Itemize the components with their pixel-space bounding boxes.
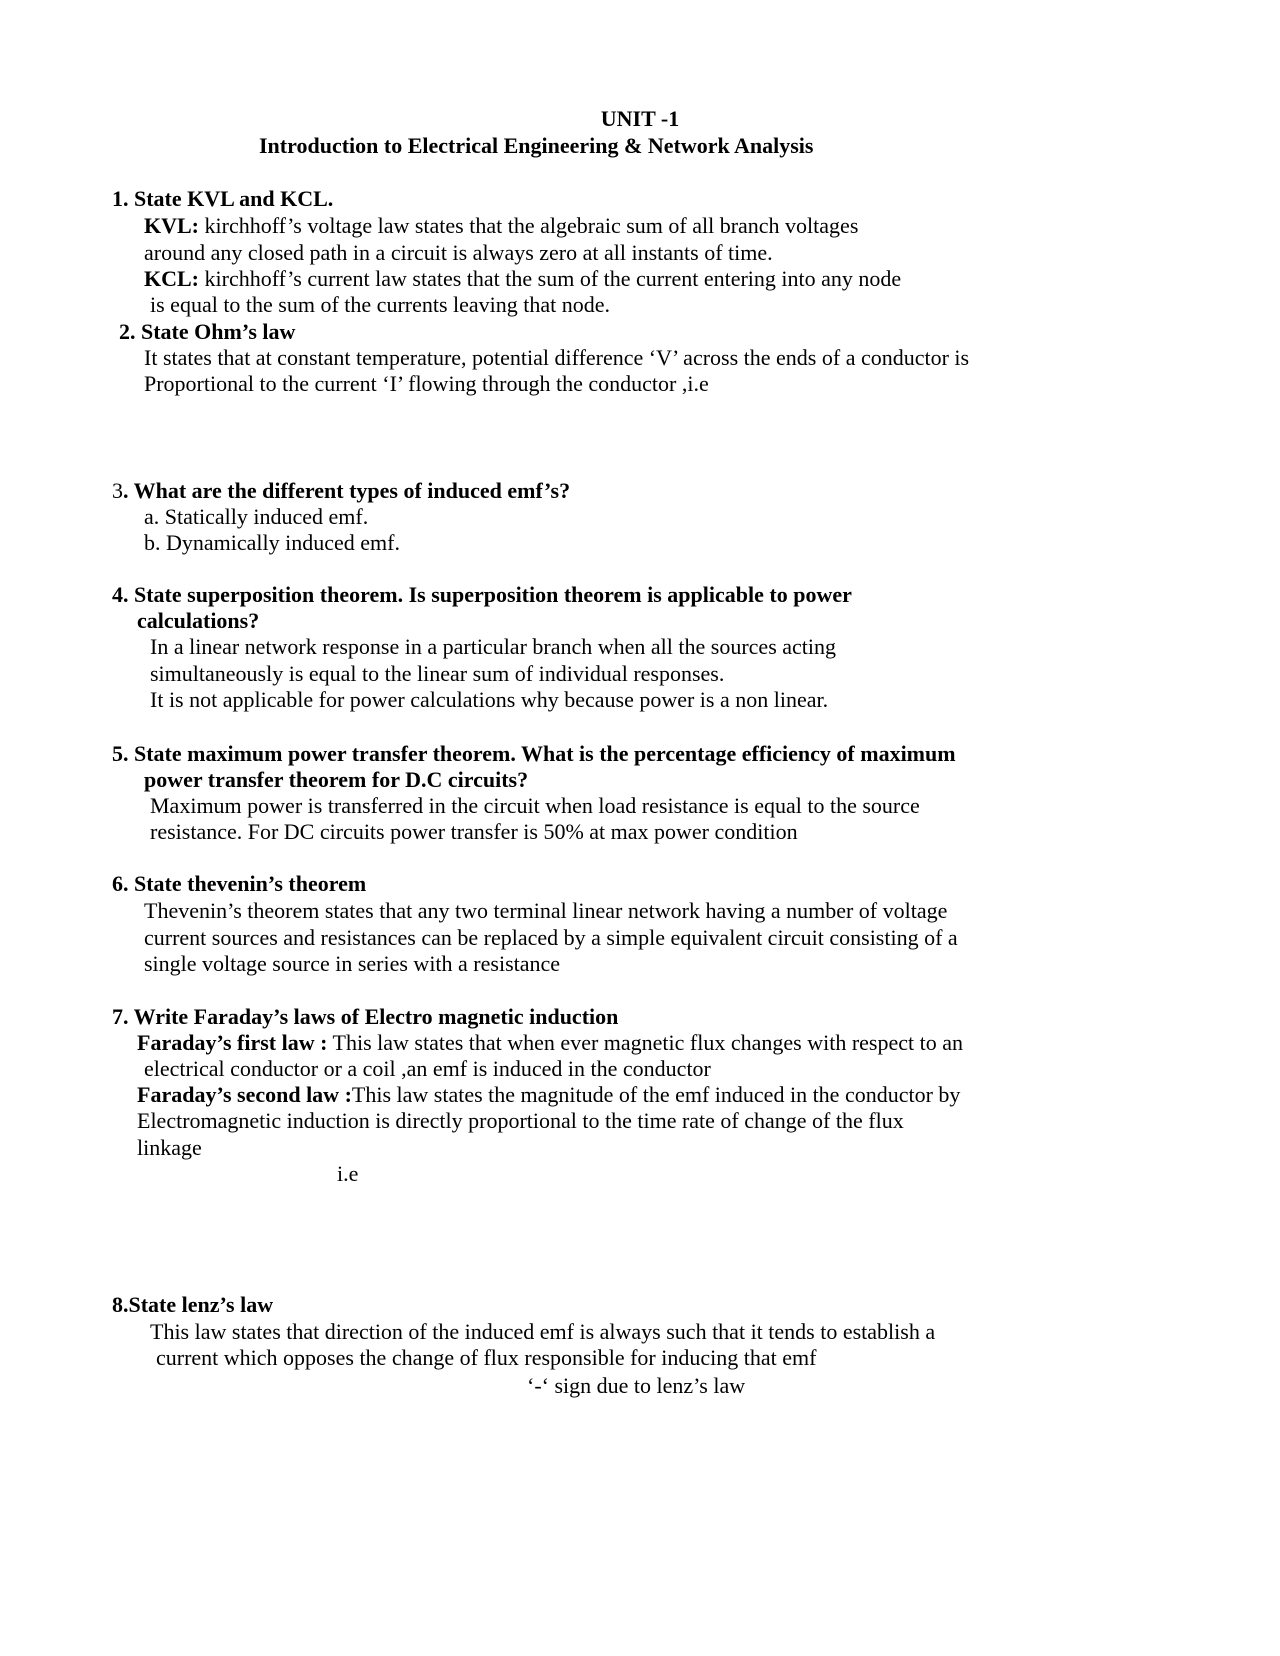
q4-line1: In a linear network response in a particular branch when all the sources acting (150, 634, 837, 659)
q7-ie: i.e (337, 1161, 359, 1186)
q4-heading-line1: 4. State superposition theorem. Is superposition theorem is applicable to power (112, 582, 852, 607)
q1-heading: 1. State KVL and KCL. (112, 186, 334, 211)
q1-kvl-line2: around any closed path in a circuit is always zero at all instants of time. (144, 240, 773, 265)
document-title: Introduction to Electrical Engineering & Network Analysis (259, 133, 814, 158)
q7-second-line2: Electromagnetic induction is directly proportional to the time rate of change of the flux (137, 1108, 904, 1133)
q5-line1: Maximum power is transferred in the circuit when load resistance is equal to the source (150, 793, 920, 818)
q6-line1: Thevenin’s theorem states that any two terminal linear network having a number of voltage (144, 898, 948, 923)
q2-line1: It states that at constant temperature, potential difference ‘V’ across the ends of a conductor is (144, 345, 970, 370)
q4-line2: simultaneously is equal to the linear sum of individual responses. (150, 661, 725, 686)
q8-heading: 8.State lenz’s law (112, 1292, 274, 1317)
kcl-label: KCL: (144, 266, 199, 291)
unit-heading: UNIT -1 (600, 106, 680, 131)
q3-heading (112, 478, 570, 504)
q7-heading: 7. Write Faraday’s laws of Electro magnetic induction (112, 1004, 619, 1029)
q2-line2: Proportional to the current ‘I’ flowing through the conductor ,i.e (144, 371, 709, 396)
q3-heading-text: . What are the different types of induced emf’s? (123, 478, 571, 503)
q5-line2: resistance. For DC circuits power transfer is 50% at max power condition (150, 819, 798, 844)
q5-heading-line1: 5. State maximum power transfer theorem. What is the percentage efficiency of maximum (112, 741, 956, 766)
q8-line1: This law states that direction of the induced emf is always such that it tends to establish a (150, 1319, 936, 1344)
q7-first-line1 (137, 1030, 963, 1056)
q7-first-line2: electrical conductor or a coil ,an emf is induced in the conductor (144, 1056, 711, 1081)
q8-sign-note: ‘-‘ sign due to lenz’s law (527, 1373, 746, 1398)
q1-kcl-line2: is equal to the sum of the currents leaving that node. (150, 292, 611, 317)
faraday-first-text: This law states that when ever magnetic flux changes with respect to an (327, 1030, 963, 1055)
kvl-text: kirchhoff’s voltage law states that the algebraic sum of all branch voltages (199, 213, 859, 238)
q1-kvl-line1 (144, 213, 858, 239)
q8-line2: current which opposes the change of flux responsible for inducing that emf (156, 1345, 817, 1370)
q5-heading-line2: power transfer theorem for D.C circuits? (144, 767, 529, 792)
q6-line2: current sources and resistances can be replaced by a simple equivalent circuit consisting of a (144, 925, 958, 950)
q2-heading: 2. State Ohm’s law (119, 319, 296, 344)
q4-line3: It is not applicable for power calculations why because power is a non linear. (150, 687, 829, 712)
q3-number: 3 (112, 478, 123, 503)
q4-heading-line2: calculations? (137, 608, 260, 633)
faraday-first-label: Faraday’s first law : (137, 1030, 328, 1055)
q7-second-line3: linkage (137, 1135, 202, 1160)
q6-line3: single voltage source in series with a resistance (144, 951, 561, 976)
q3-item-b: b. Dynamically induced emf. (144, 530, 400, 555)
kvl-label: KVL: (144, 213, 199, 238)
kcl-text: kirchhoff’s current law states that the sum of the current entering into any node (199, 266, 902, 291)
faraday-second-text: This law states the magnitude of the emf induced in the conductor by (351, 1082, 961, 1107)
q1-kcl-line1 (144, 266, 901, 292)
faraday-second-label: Faraday’s second law : (137, 1082, 352, 1107)
q6-heading: 6. State thevenin’s theorem (112, 871, 367, 896)
q3-item-a: a. Statically induced emf. (144, 504, 369, 529)
q7-second-line1 (137, 1082, 960, 1108)
